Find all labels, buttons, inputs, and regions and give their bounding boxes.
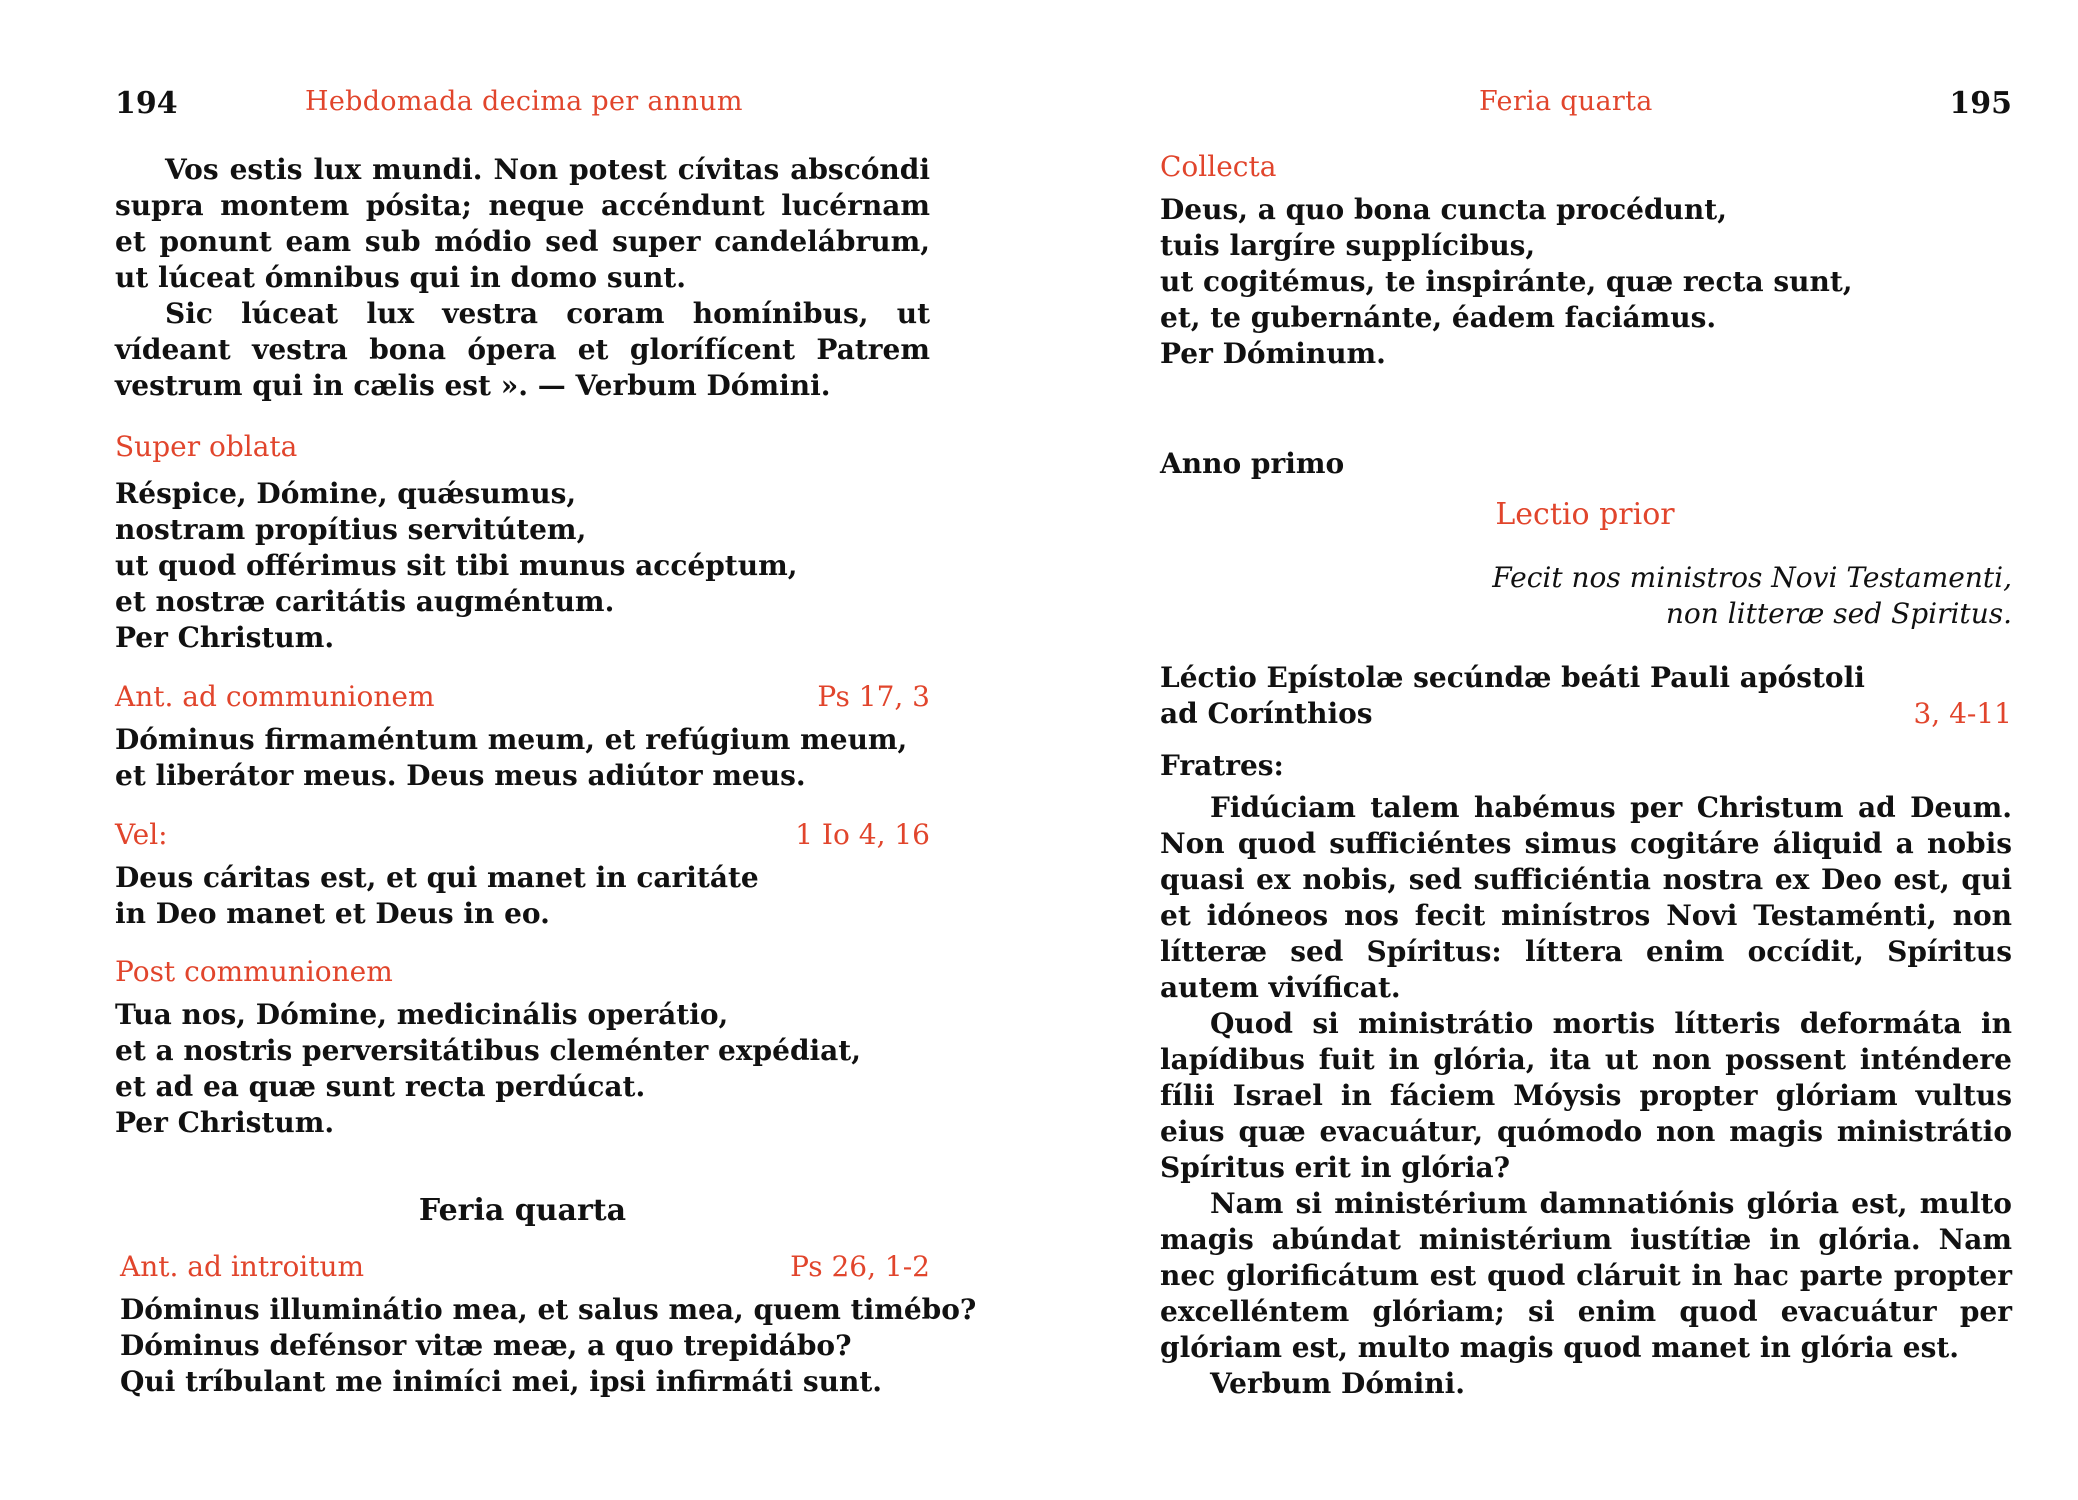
collect-prayer xyxy=(1160,192,2010,372)
vel-ref: 1 Io 4, 16 xyxy=(795,818,930,851)
reading-paragraph: Fidúciam talem habémus per Christum ad Deum. Non quod sufficiéntes simus cogitáre áliquid a nobis quasi ex nobis, sed sufficiéntia nostra ex Deo est, qui et idóneos nos fecit minístros Novi Testaménti, non lítteræ sed Spíritus: líttera enim occídit, Spíritus autem vivíficat. xyxy=(1160,791,2012,1004)
communion-antiphon-text xyxy=(115,722,930,794)
reading-salutation: Fratres: xyxy=(1160,749,1284,782)
antiphon-line: Dóminus illuminátio mea, et salus mea, quem timébo? xyxy=(120,1293,977,1326)
prayer-line: et nostræ caritátis augméntum. xyxy=(115,585,615,618)
prayer-line: et, te gubernánte, éadem faciámus. xyxy=(1160,301,1717,334)
communion-antiphon-heading: Ant. ad communionem xyxy=(115,680,435,713)
entrance-antiphon-text xyxy=(120,1292,977,1400)
entrance-antiphon-heading: Ant. ad introitum xyxy=(120,1250,365,1283)
antiphon-line: Deus cáritas est, et qui manet in caritáte xyxy=(115,861,759,894)
prayer-line: Deus, a quo bona cuncta procédunt, xyxy=(1160,193,1727,226)
gospel-paragraph: Vos estis lux mundi. Non potest cívitas abscóndi supra montem pósita; neque accéndunt lucérnam et ponunt eam sub módio sed super candelábrum, ut lúceat ómnibus qui in domo sunt. xyxy=(115,153,930,294)
post-communion-heading: Post communionem xyxy=(115,955,393,988)
prayer-line: nostram propítius servitútem, xyxy=(115,513,587,546)
antiphon-line: et liberátor meus. Deus meus adiútor meus. xyxy=(115,759,806,792)
reading-motto xyxy=(1492,560,2012,632)
right-page xyxy=(1039,0,2078,1500)
antiphon-line: in Deo manet et Deus in eo. xyxy=(115,897,550,930)
reading-conclusion: Verbum Dómini. xyxy=(1210,1367,1465,1400)
super-oblata-heading: Super oblata xyxy=(115,430,298,463)
motto-line: Fecit nos ministros Novi Testamenti, xyxy=(1492,561,2012,594)
page-number: 194 xyxy=(115,86,178,121)
running-title: Feria quarta xyxy=(1479,86,1653,117)
vel-heading: Vel: xyxy=(115,818,168,851)
reading-paragraph: Quod si ministrátio mortis lítteris deformáta in lapídibus fuit in glória, ita ut non possent inténdere fílii Israel in fáciem Móysis propter glóriam vultus eius quæ evacuátur, quómodo non magis ministrátio Spíritus erit in glória? xyxy=(1160,1007,2012,1184)
prayer-line: tuis largíre supplícibus, xyxy=(1160,229,1536,262)
antiphon-line: Qui tríbulant me inimíci mei, ipsi infirmáti sunt. xyxy=(120,1365,883,1398)
reading-title xyxy=(1160,660,2010,732)
reading-ref: 3, 4-11 xyxy=(1913,697,2012,730)
reading-title-line: ad Corínthios xyxy=(1160,697,1373,730)
entrance-antiphon-ref: Ps 26, 1-2 xyxy=(790,1250,930,1283)
motto-line: non litteræ sed Spiritus. xyxy=(1665,597,2012,630)
communion-antiphon-ref: Ps 17, 3 xyxy=(817,680,930,713)
post-communion-prayer xyxy=(115,997,930,1141)
reading-title-line: Léctio Epístolæ secúndæ beáti Pauli apóstoli xyxy=(1160,661,1865,694)
collect-heading: Collecta xyxy=(1160,150,1277,183)
vel-text xyxy=(115,860,930,932)
antiphon-line: Dóminus defénsor vitæ meæ, a quo trepidábo? xyxy=(120,1329,852,1362)
prayer-line: Réspice, Dómine, quǽsumus, xyxy=(115,477,577,510)
prayer-line: ut cogitémus, te inspiránte, quæ recta sunt, xyxy=(1160,265,1853,298)
prayer-line: Tua nos, Dómine, medicinális operátio, xyxy=(115,998,729,1031)
prayer-line: Per Christum. xyxy=(115,621,335,654)
gospel-ending xyxy=(115,152,930,404)
prayer-line: ut quod offérimus sit tibi munus accéptum, xyxy=(115,549,798,582)
reading-paragraph: Nam si ministérium damnatiónis glória est, multo magis abúndat ministérium iustítiæ in glória. Nam nec glorificátum est quod cláruit in hac parte propter excelléntem glóriam; si enim quod evacuátur per glóriam est, multo magis quod manet in glória est. xyxy=(1160,1187,2012,1364)
reading-body xyxy=(1160,790,2012,1402)
prayer-line: et ad ea quæ sunt recta perdúcat. xyxy=(115,1070,646,1103)
super-oblata-prayer xyxy=(115,476,930,656)
antiphon-line: Dóminus firmaméntum meum, et refúgium meum, xyxy=(115,723,908,756)
day-title: Feria quarta xyxy=(418,1193,627,1228)
prayer-line: et a nostris perversitátibus cleménter expédiat, xyxy=(115,1034,861,1067)
running-title: Hebdomada decima per annum xyxy=(305,86,743,117)
year-heading: Anno primo xyxy=(1160,447,1345,480)
prayer-line: Per Christum. xyxy=(115,1106,335,1139)
page-number: 195 xyxy=(1949,86,2012,121)
reading-heading: Lectio prior xyxy=(1495,497,1675,532)
gospel-paragraph: Sic lúceat lux vestra coram homínibus, ut vídeant vestra bona ópera et glorífícent Patrem vestrum qui in cælis est ». — Verbum Dómini. xyxy=(115,297,930,402)
prayer-line: Per Dóminum. xyxy=(1160,337,1386,370)
